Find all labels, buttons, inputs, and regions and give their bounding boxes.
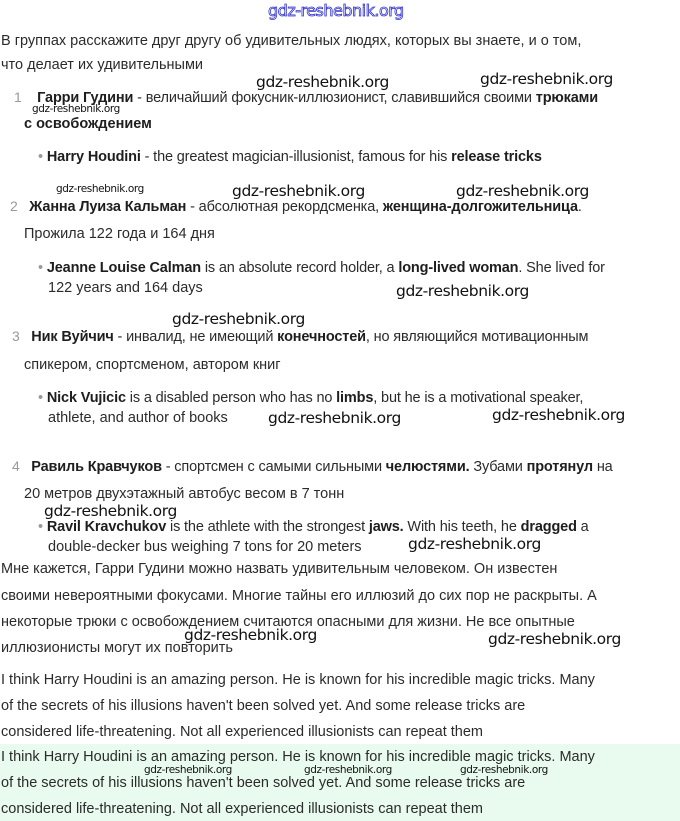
item-text: With his teeth, he <box>403 519 521 535</box>
ru-paragraph-line: иллюзионисты могут их повторить <box>1 640 233 656</box>
item-keyword: long-lived woman <box>398 260 519 276</box>
watermark: gdz-reshebnik.org <box>232 182 365 200</box>
item-keyword: release tricks <box>451 149 542 165</box>
item-name: Harry Houdini <box>46 149 141 165</box>
item-text: is a disabled person who has no <box>125 390 337 406</box>
item-1-ru-line-2 <box>24 114 152 134</box>
watermark: gdz-reshebnik.org <box>408 535 541 553</box>
item-keyword: женщина-долгожительница <box>382 199 578 215</box>
watermark: gdz-reshebnik.org <box>304 764 392 776</box>
watermark: gdz-reshebnik.org <box>44 502 177 520</box>
watermark: gdz-reshebnik.org <box>32 103 120 115</box>
item-name: Равиль Кравчуков <box>31 459 162 475</box>
watermark: gdz-reshebnik.org <box>144 764 232 776</box>
item-name: Жанна Луиза Кальман <box>29 199 187 215</box>
item-text: Зубами <box>469 459 527 475</box>
item-keyword: челюстями. <box>385 459 470 475</box>
item-text: is an absolute record holder, a <box>200 260 399 276</box>
item-number: 1 <box>14 89 22 105</box>
item-keyword: протянул <box>526 459 593 475</box>
bullet-icon: • <box>38 390 43 406</box>
watermark: gdz-reshebnik.org <box>56 183 144 195</box>
watermark: gdz-reshebnik.org <box>256 73 389 91</box>
bullet-icon: • <box>38 149 43 165</box>
watermark: gdz-reshebnik.org <box>460 764 548 776</box>
highlighted-paragraph-line: I think Harry Houdini is an amazing person. He is known for his incredible magic tricks. Many <box>1 749 595 765</box>
ru-paragraph-line: своими невероятными фокусами. Многие тайны его иллюзий до сих пор не раскрыты. А <box>1 588 597 604</box>
item-text: a <box>576 519 589 535</box>
item-keyword: dragged <box>520 519 577 535</box>
item-text: is the athlete with the strongest <box>166 519 369 535</box>
item-4-ru <box>12 456 613 477</box>
item-text: , но являющийся мотивационным <box>365 329 589 345</box>
item-keyword: конечностей <box>277 329 366 345</box>
item-4-en-line-2: double-decker bus weighing 7 tons for 20 meters <box>48 539 362 555</box>
header-watermark: gdz-reshebnik.org <box>268 1 404 20</box>
ru-paragraph-line: Мне кажется, Гарри Гудини можно назвать удивительным человеком. Он известен <box>1 561 558 577</box>
item-text: . <box>577 199 582 215</box>
en-paragraph-line: I think Harry Houdini is an amazing person. He is known for his incredible magic tricks. Many <box>1 672 595 688</box>
ru-paragraph-line: некоторые трюки с освобождением считаются опасными для жизни. Не все опытные <box>1 614 575 630</box>
task-line-2: что делает их удивительными <box>1 57 204 73</box>
highlighted-paragraph-line: considered life-threatening. Not all experienced illusionists can repeat them <box>1 801 483 817</box>
item-4-ru-line-2: 20 метров двухэтажный автобус весом в 7 тонн <box>24 486 345 502</box>
item-text: - спортсмен с самыми сильными <box>161 459 386 475</box>
item-name: Ravil Kravchukov <box>46 519 167 535</box>
item-2-ru-line-2: Прожила 122 года и 164 дня <box>24 226 215 242</box>
watermark: gdz-reshebnik.org <box>268 409 401 427</box>
item-text: - инвалид, не имеющий <box>113 329 278 345</box>
item-3-ru-line-2: спикером, спортсменом, автором книг <box>24 357 281 373</box>
item-keyword: с освобождением <box>24 116 152 132</box>
watermark: gdz-reshebnik.org <box>456 182 589 200</box>
item-number: 3 <box>12 328 20 344</box>
item-text: на <box>592 459 613 475</box>
item-name: Nick Vujicic <box>46 390 126 406</box>
watermark: gdz-reshebnik.org <box>184 626 317 644</box>
item-text: . She lived for <box>518 260 605 276</box>
item-text: - величайший фокусник-иллюзионист, славившийся своими <box>133 90 536 106</box>
item-1-en <box>38 147 542 167</box>
item-text: , but he is a motivational speaker, <box>373 390 584 406</box>
watermark: gdz-reshebnik.org <box>396 282 529 300</box>
item-name: Гарри Гудини <box>37 90 134 106</box>
en-paragraph-line: considered life-threatening. Not all experienced illusionists can repeat them <box>1 724 483 740</box>
en-paragraph-line: of the secrets of his illusions haven't been solved yet. And some release tricks are <box>1 698 526 714</box>
item-keyword: jaws. <box>368 519 404 535</box>
item-text: - the greatest magician-illusionist, famous for his <box>140 149 452 165</box>
item-name: Jeanne Louise Calman <box>46 260 201 276</box>
task-line-1: В группах расскажите друг другу об удивительных людях, которых вы знаете, и о том, <box>1 33 582 49</box>
watermark: gdz-reshebnik.org <box>480 70 613 88</box>
item-3-ru <box>12 326 588 347</box>
item-text: - абсолютная рекордсменка, <box>186 199 383 215</box>
item-3-en <box>38 388 583 408</box>
item-2-en <box>38 258 605 278</box>
bullet-icon: • <box>38 260 43 276</box>
item-name: Ник Вуйчич <box>31 329 114 345</box>
item-4-en <box>38 517 589 537</box>
item-2-en-line-2: 122 years and 164 days <box>48 280 203 296</box>
item-keyword: limbs <box>336 390 374 406</box>
watermark: gdz-reshebnik.org <box>172 310 305 328</box>
item-number: 4 <box>12 458 20 474</box>
watermark: gdz-reshebnik.org <box>488 630 621 648</box>
item-3-en-line-2: athlete, and author of books <box>48 410 228 426</box>
item-number: 2 <box>10 198 18 214</box>
bullet-icon: • <box>38 519 43 535</box>
watermark: gdz-reshebnik.org <box>492 406 625 424</box>
item-keyword: трюками <box>535 90 599 106</box>
highlighted-paragraph-line: of the secrets of his illusions haven't been solved yet. And some release tricks are <box>1 775 526 791</box>
